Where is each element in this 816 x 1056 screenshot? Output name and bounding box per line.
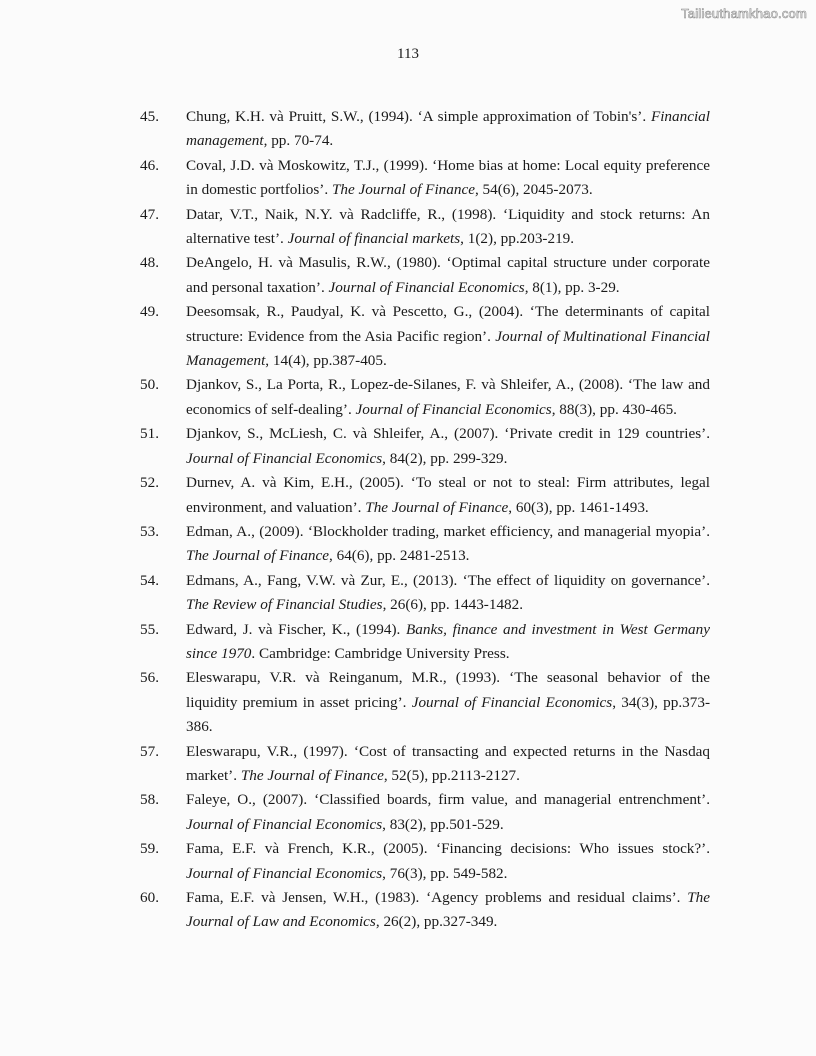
reference-number: 45. [140,108,159,125]
reference-details: , 26(2), pp.327-349. [375,913,498,931]
reference-text [186,254,710,295]
reference-source: The Review of Financial Studies [186,596,383,614]
reference-entry [140,251,710,300]
reference-entry [140,300,710,373]
reference-source: Journal of Financial Economics [411,693,613,711]
reference-authors-title: Edward, J. và Fischer, K., (1994). [186,620,406,638]
reference-text [186,791,710,832]
reference-entry [140,886,710,935]
reference-source: Journal of Financial Economics [355,400,552,418]
reference-number: 60. [140,889,159,906]
reference-source: Journal of Financial Economics [186,815,383,833]
reference-details: , 34(3), pp.373-386. [186,693,710,736]
reference-entry [140,154,710,203]
reference-source: The Journal of Finance [186,547,329,565]
reference-number: 57. [140,742,159,760]
reference-authors-title: Edmans, A., Fang, V.W. và Zur, E., (2013). ‘The effect of liquidity on governance’. [186,571,710,589]
reference-authors-title: Fama, E.F. và Jensen, W.H., (1983). ‘Agency problems and residual claims’. [186,889,688,906]
reference-text [186,376,710,417]
reference-number: 55. [140,620,159,638]
reference-text [186,523,710,564]
reference-entry [140,618,710,667]
reference-details: , 14(4), pp.387-405. [265,352,387,370]
reference-number: 53. [140,522,159,540]
reference-source: Journal of Financial Economics [328,278,525,296]
reference-details: , 60(3), pp. 1461-1493. [508,498,649,516]
reference-number: 49. [140,303,159,321]
reference-details: , 52(5), pp.2113-2127. [383,766,520,784]
reference-authors-title: Djankov, S., McLiesh, C. và Shleifer, A., (2007). ‘Private credit in 129 countries’. [186,425,710,443]
reference-text [186,206,710,247]
reference-text [186,303,710,369]
reference-text [186,743,710,784]
reference-source: The Journal of Finance [365,498,509,516]
reference-text [186,889,710,930]
reference-entry [140,837,710,886]
reference-authors-title: DeAngelo, H. và Masulis, R.W., (1980). ‘Optimal capital structure under corporate and personal taxation’. [186,254,710,296]
reference-source: Journal of Multinational Financial Management [186,327,710,370]
reference-details: . Cambridge: Cambridge University Press. [251,644,510,662]
reference-text [186,840,710,881]
reference-authors-title: Coval, J.D. và Moskowitz, T.J., (1999). ‘Home bias at home: Local equity preference in domestic portfolios’. [186,156,710,199]
reference-text [186,108,710,149]
page-number: 113 [397,46,419,62]
reference-number: 59. [140,840,159,858]
reference-details: , 26(6), pp. 1443-1482. [382,596,524,614]
reference-details: , 88(3), pp. 430-465. [551,400,677,418]
reference-authors-title: Djankov, S., La Porta, R., Lopez-de-Silanes, F. và Shleifer, A., (2008). ‘The law and economics of self-dealing’. [186,376,710,418]
reference-entry [140,471,710,520]
reference-source: The Journal of Finance [331,181,475,199]
reference-entry [140,569,710,618]
reference-authors-title: Deesomsak, R., Paudyal, K. và Pescetto, G., (2004). ‘The determinants of capital structure: Evidence from the Asia Pacific region’. [186,303,710,345]
reference-entry [140,520,710,569]
reference-details: , 1(2), pp.203-219. [460,230,575,248]
reference-source: Journal of Financial Economics [186,864,383,882]
reference-entry [140,373,710,422]
reference-source: Journal of Financial Economics [186,449,383,467]
reference-list [140,105,710,935]
reference-number: 46. [140,156,159,174]
reference-source: The Journal of Finance [240,766,384,784]
reference-source: The Journal of Law and Economics [186,889,710,931]
watermark-text: Tailieuthamkhao.com [681,6,807,21]
reference-authors-title: Edman, A., (2009). ‘Blockholder trading, market efficiency, and managerial myopia’. [186,522,710,540]
reference-number: 54. [140,571,159,589]
reference-authors-title: Chung, K.H. và Pruitt, S.W., (1994). ‘A simple approximation of Tobin's’. [186,108,651,125]
reference-entry [140,422,710,471]
reference-number: 56. [140,669,159,687]
reference-details: , 76(3), pp. 549-582. [382,864,508,882]
reference-entry [140,203,710,252]
reference-details: , 54(6), 2045-2073. [474,181,593,199]
reference-entry [140,666,710,739]
reference-text [186,669,710,735]
reference-text [186,572,710,613]
reference-number: 58. [140,791,159,809]
reference-source: Financial management [186,108,710,150]
reference-details: , 83(2), pp.501-529. [382,815,504,833]
reference-number: 50. [140,376,159,394]
reference-text [186,157,710,198]
reference-details: , 84(2), pp. 299-329. [382,449,508,467]
reference-authors-title: Durnev, A. và Kim, E.H., (2005). ‘To steal or not to steal: Firm attributes, legal environment, and valuation’. [186,474,710,516]
reference-entry [140,740,710,789]
reference-number: 48. [140,254,159,272]
reference-text [186,621,710,662]
reference-authors-title: Eleswarapu, V.R., (1997). ‘Cost of transacting and expected returns in the Nasdaq market’. [186,742,710,784]
reference-authors-title: Eleswarapu, V.R. và Reinganum, M.R., (1993). ‘The seasonal behavior of the liquidity premium in asset pricing’. [186,669,710,711]
reference-text [186,474,710,515]
reference-details: , 8(1), pp. 3-29. [524,278,620,296]
reference-number: 52. [140,474,159,492]
reference-authors-title: Faleye, O., (2007). ‘Classified boards, firm value, and managerial entrenchment’. [186,791,710,809]
reference-number: 51. [140,425,159,443]
reference-details: , pp. 70-74. [263,132,334,150]
reference-source: Journal of financial markets [287,230,461,248]
reference-number: 47. [140,205,159,223]
reference-entry [140,788,710,837]
reference-authors-title: Datar, V.T., Naik, N.Y. và Radcliffe, R., (1998). ‘Liquidity and stock returns: An alternative test’. [186,205,710,248]
reference-details: , 64(6), pp. 2481-2513. [329,547,470,565]
reference-text [186,425,710,466]
reference-authors-title: Fama, E.F. và French, K.R., (2005). ‘Financing decisions: Who issues stock?’. [186,840,710,858]
reference-source: Banks, finance and investment in West Germany since 1970 [186,620,710,662]
reference-entry [140,105,710,154]
